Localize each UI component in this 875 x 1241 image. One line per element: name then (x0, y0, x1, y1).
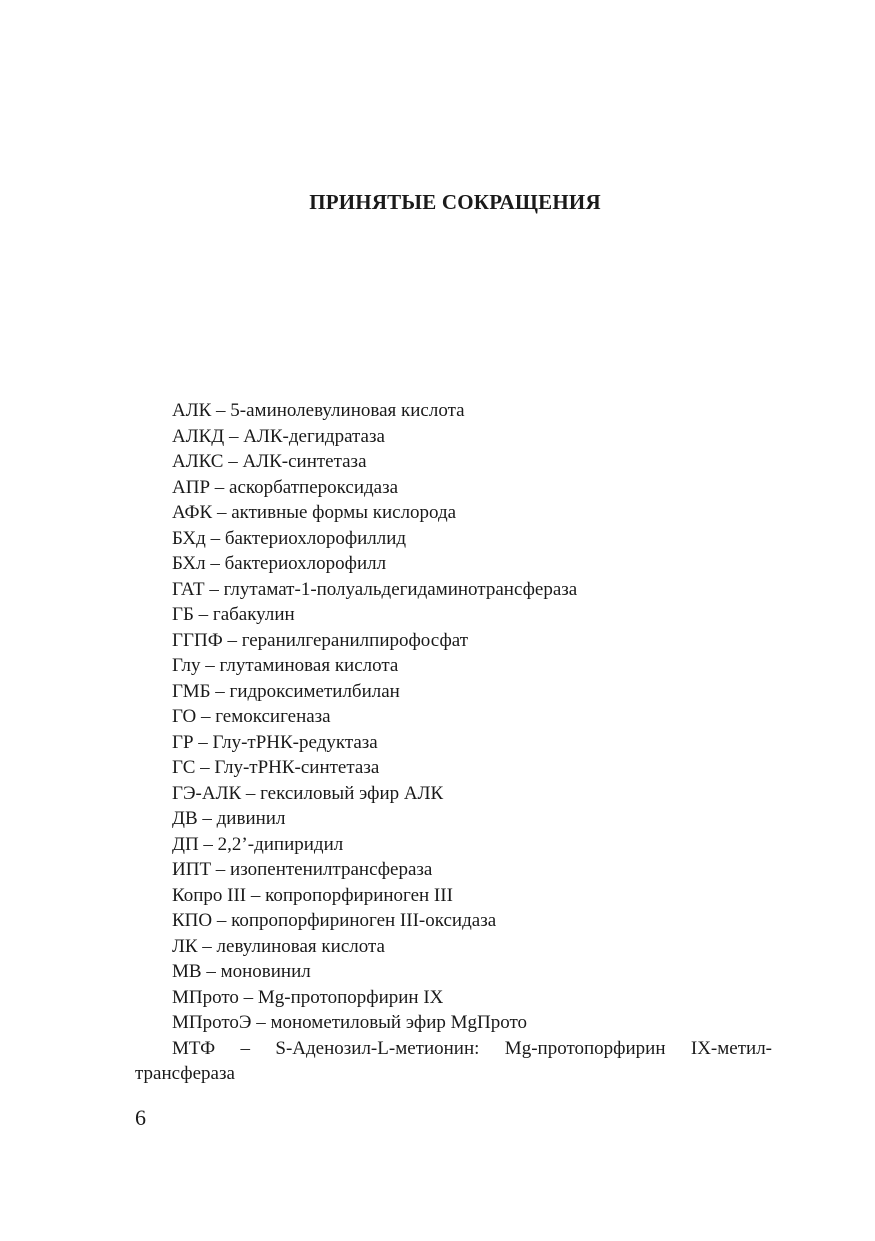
abbreviation-item: ДП – 2,2’-дипиридил (172, 833, 344, 855)
abbreviation-item: ИПТ – изопентенилтрансфераза (172, 859, 433, 880)
abbreviation-item: ГБ – габакулин (172, 604, 295, 625)
abbreviation-item: АЛК – 5-аминолевулиновая кислота (172, 400, 465, 421)
abbreviation-item: ГГПФ – геранилгеранилпирофосфат (172, 629, 468, 651)
abbreviation-item: БХд – бактериохлорофиллид (172, 527, 407, 549)
abbreviation-item: АПР – аскорбатпероксидаза (172, 476, 399, 498)
abbreviation-item: Копро III – копропорфириноген III (172, 884, 453, 906)
abbreviation-item: МВ – моновинил (172, 961, 311, 982)
abbreviation-item-multiline (135, 1036, 775, 1087)
abbreviation-item: ДВ – дивинил (172, 808, 286, 829)
abbreviation-item: МПрото – Mg-протопорфирин IX (172, 986, 444, 1008)
abbreviation-item: ГМБ – гидроксиметилбилан (172, 680, 400, 702)
abbreviation-item: ГО – гемоксигеназа (172, 706, 331, 727)
page-title: ПРИНЯТЫЕ СОКРАЩЕНИЯ (309, 190, 601, 214)
abbreviation-line-2: трансфераза (135, 1063, 235, 1084)
abbreviation-item: ЛК – левулиновая кислота (172, 935, 385, 957)
abbreviation-item: Глу – глутаминовая кислота (172, 655, 399, 676)
abbreviation-item: БХл – бактериохлорофилл (172, 553, 387, 574)
abbreviation-item: ГР – Глу-тРНК-редуктаза (172, 731, 378, 753)
page-number: 6 (135, 1105, 146, 1130)
abbreviation-item: АЛКД – АЛК-дегидратаза (172, 425, 385, 447)
abbreviation-item: ГС – Глу-тРНК-синтетаза (172, 757, 380, 778)
abbreviation-list (135, 398, 775, 1087)
abbreviation-item: АЛКС – АЛК-синтетаза (172, 451, 367, 472)
abbreviation-item: АФК – активные формы кислорода (172, 502, 457, 523)
abbreviation-item: ГАТ – глутамат-1-полуальдегидаминотрансфераза (172, 578, 578, 600)
abbreviation-line-1: МТФ – S-Аденозил-L-метионин: Mg-протопорфирин IX-метил- (172, 1037, 772, 1059)
abbreviation-item: КПО – копропорфириноген III-оксидаза (172, 910, 497, 931)
abbreviation-item: ГЭ-АЛК – гексиловый эфир АЛК (172, 782, 444, 804)
abbreviation-item: МПротоЭ – монометиловый эфир MgПрото (172, 1012, 528, 1033)
